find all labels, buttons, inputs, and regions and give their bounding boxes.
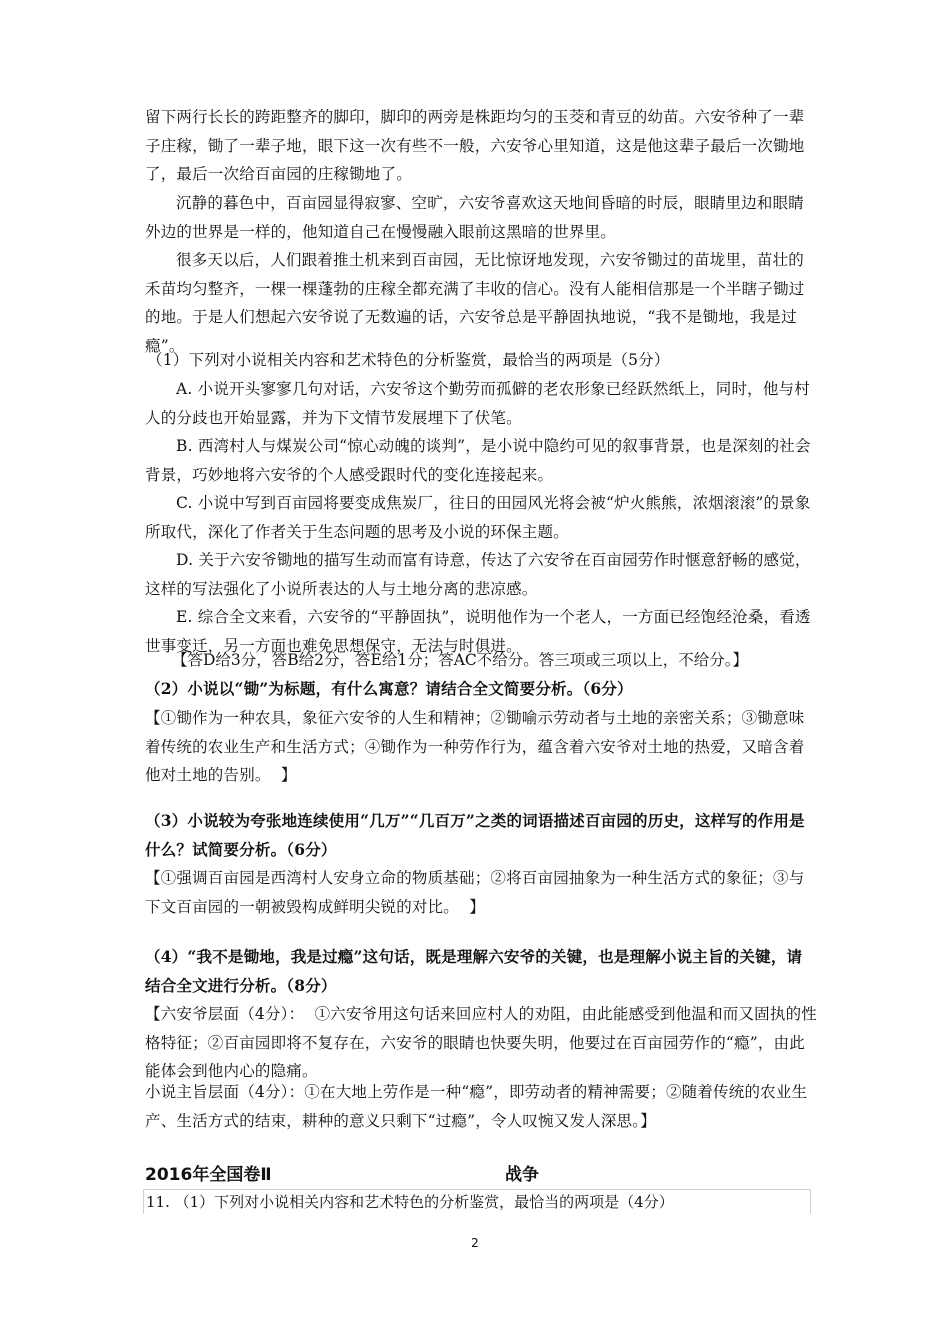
option-d: D. 关于六安爷锄地的描写生动而富有诗意，传达了六安爷在百亩园劳作时惬意舒畅的感觉，这样的写法强化了小说所表达的人与土地分离的悲凉感。 bbox=[145, 551, 811, 598]
passage-title: 战争 bbox=[505, 1165, 539, 1185]
story-paragraph-2: 沉静的暮色中，百亩园显得寂寥、空旷，六安爷喜欢这天地间昏暗的时辰，眼睛里边和眼睛外边的世界是一样的，他知道自己在慢慢融入眼前这黑暗的世界里。 bbox=[145, 194, 805, 241]
option-c: C. 小说中写到百亩园将要变成焦炭厂，往日的田园风光将会被“炉火熊熊，浓烟滚滚”的景象所取代，深化了作者关于生态问题的思考及小说的环保主题。 bbox=[145, 494, 811, 541]
section-heading bbox=[145, 1160, 817, 1190]
question-3-answer: 【①强调百亩园是西湾村人安身立命的物质基础；②将百亩园抽象为一种生活方式的象征；③与下文百亩园的一朝被毁构成鲜明尖锐的对比。 】 bbox=[145, 869, 805, 916]
question-4-answer-character: 【六安爷层面（4分）： ①六安爷用这句话来回应村人的劝阻，由此能感受到他温和而又固执的性格特征；②百亩园即将不复存在，六安爷的眼睛也快要失明，他要过在百亩园劳作的“瘾”，由此能体会到他内心的隐痛。 bbox=[145, 1005, 817, 1080]
story-paragraph-3: 很多天以后，人们跟着推土机来到百亩园，无比惊讶地发现，六安爷锄过的苗垅里，苗壮的禾苗均匀整齐，一棵一棵蓬勃的庄稼全都充满了丰收的信心。没有人能相信那是一个半瞎子锄过的地。于是人们想起六安爷说了无数遍的话，六安爷总是平静固执地说，“我不是锄地，我是过瘾”。 bbox=[145, 251, 805, 355]
option-e: E. 综合全文来看，六安爷的“平静固执”，说明他作为一个老人，一方面已经饱经沧桑，看透世事变迁，另一方面也难免思想保守，无法与时俱进。 bbox=[145, 608, 811, 655]
question-3-heading: （3）小说较为夸张地连续使用“几万”“几百万”之类的词语描述百亩园的历史，这样写的作用是什么？试简要分析。（6分） bbox=[145, 811, 805, 859]
question-2-heading: （2）小说以“锄”为标题，有什么寓意？请结合全文简要分析。（6分） bbox=[145, 679, 633, 698]
story-paragraph-1: 留下两行长长的跨距整齐的脚印，脚印的两旁是株距均匀的玉茭和青豆的幼苗。六安爷种了一辈子庄稼，锄了一辈子地，眼下这一次有些不一般，六安爷心里知道，这是他这辈子最后一次锄地了，最后一次给百亩园的庄稼锄地了。 bbox=[145, 108, 805, 183]
option-b: B. 西湾村人与煤炭公司“惊心动魄的谈判”，是小说中隐约可见的叙事背景，也是深刻的社会背景，巧妙地将六安爷的个人感受跟时代的变化连接起来。 bbox=[145, 437, 811, 484]
question-2-answer: 【①锄作为一种农具，象征六安爷的人生和精神；②锄喻示劳动者与土地的亲密关系；③锄意味着传统的农业生产和生活方式；④锄作为一种劳作行为，蕴含着六安爷对土地的热爱，又暗含着他对土地的告别。 】 bbox=[145, 709, 805, 784]
question-table-row: 11. （1）下列对小说相关内容和艺术特色的分析鉴赏，最恰当的两项是（4分） bbox=[143, 1189, 811, 1214]
exam-year-label: 2016年全国卷Ⅱ bbox=[145, 1165, 272, 1185]
page-number: 2 bbox=[471, 1236, 479, 1250]
question-1-heading: （1）下列对小说相关内容和艺术特色的分析鉴赏，最恰当的两项是（5分） bbox=[147, 351, 670, 369]
question-4-heading: （4）“我不是锄地，我是过瘾”这句话，既是理解六安爷的关键，也是理解小说主旨的关键，请结合全文进行分析。（8分） bbox=[145, 947, 803, 995]
question-1-answer: 【答D给3分，答B给2分，答E给1分；答AC不给分。答三项或三项以上，不给分。】 bbox=[172, 651, 749, 669]
option-a: A. 小说开头寥寥几句对话，六安爷这个勤劳而孤僻的老农形象已经跃然纸上，同时，他与村人的分歧也开始显露，并为下文情节发展埋下了伏笔。 bbox=[145, 380, 810, 427]
question-4-answer-theme: 小说主旨层面（4分）：①在大地上劳作是一种“瘾”，即劳动者的精神需要；②随着传统的农业生产、生活方式的结束，耕种的意义只剩下“过瘾”，令人叹惋又发人深思。】 bbox=[145, 1083, 808, 1130]
